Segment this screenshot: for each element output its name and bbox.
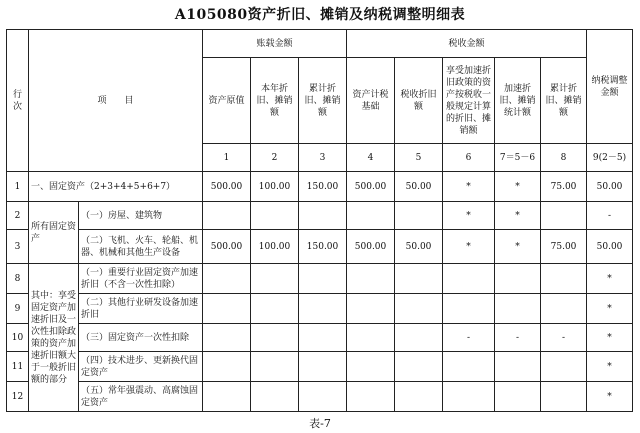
cell: * — [587, 264, 633, 294]
cell: 100.00 — [251, 172, 299, 202]
cell — [443, 352, 495, 382]
cell: 100.00 — [251, 230, 299, 264]
table-row — [7, 352, 633, 382]
cell — [495, 382, 541, 412]
cell — [299, 294, 347, 324]
cell — [203, 294, 251, 324]
col-num-9: 9(2－5) — [587, 144, 633, 172]
book-amount-header: 账载金额 — [203, 30, 347, 58]
cell — [395, 202, 443, 230]
col-num-7: 7＝5－6 — [495, 144, 541, 172]
page-title: A105080资产折旧、摊销及纳税调整明细表 — [174, 7, 466, 23]
cell: * — [587, 324, 633, 352]
row-number: 1 — [7, 172, 29, 202]
cell: * — [495, 202, 541, 230]
col-header-2: 本年折旧、摊销额 — [251, 58, 299, 144]
col-num-8: 8 — [541, 144, 587, 172]
col-header-1: 资产原值 — [203, 58, 251, 144]
cell — [395, 382, 443, 412]
cell: 500.00 — [347, 172, 395, 202]
cell: - — [495, 324, 541, 352]
tax-adjust-header: 纳税调整金额 — [587, 30, 633, 144]
group-label-all-fixed-assets: 所有固定资产 — [29, 202, 79, 264]
table-row — [7, 202, 633, 230]
row-number-header: 行次 — [7, 30, 29, 172]
cell — [203, 264, 251, 294]
cell — [251, 294, 299, 324]
cell: - — [587, 202, 633, 230]
cell — [251, 202, 299, 230]
cell: - — [443, 324, 495, 352]
cell — [395, 324, 443, 352]
cell — [347, 324, 395, 352]
cell — [251, 264, 299, 294]
cell — [251, 352, 299, 382]
cell — [347, 264, 395, 294]
cell: 50.00 — [587, 172, 633, 202]
cell: * — [443, 230, 495, 264]
row-label: （一）房屋、建筑物 — [79, 202, 203, 230]
cell — [347, 202, 395, 230]
cell — [203, 324, 251, 352]
cell: * — [587, 294, 633, 324]
row-label: （二）其他行业研发设备加速折旧 — [79, 294, 203, 324]
row-label: （三）固定资产一次性扣除 — [79, 324, 203, 352]
row-number: 10 — [7, 324, 29, 352]
cell — [395, 352, 443, 382]
row-label: （二）飞机、火车、轮船、机器、机械和其他生产设备 — [79, 230, 203, 264]
cell: 50.00 — [395, 230, 443, 264]
table-caption: 表-7 — [309, 417, 331, 430]
table-row — [7, 264, 633, 294]
cell: 500.00 — [347, 230, 395, 264]
table-row — [7, 382, 633, 412]
table-row — [7, 324, 633, 352]
row-label: 一、固定资产（2+3+4+5+6+7） — [29, 172, 203, 202]
row-label: （一）重要行业固定资产加速折旧（不含一次性扣除） — [79, 264, 203, 294]
cell — [495, 294, 541, 324]
depreciation-table — [6, 29, 633, 412]
row-label: （四）技术进步、更新换代固定资产 — [79, 352, 203, 382]
row-number: 11 — [7, 352, 29, 382]
item-header: 项 目 — [29, 30, 203, 172]
col-header-6: 享受加速折旧政策的资产按税收一般规定计算的折旧、摊销额 — [443, 58, 495, 144]
cell — [347, 352, 395, 382]
col-header-5: 税收折旧额 — [395, 58, 443, 144]
cell — [203, 352, 251, 382]
table-row — [7, 294, 633, 324]
cell — [299, 202, 347, 230]
cell — [495, 264, 541, 294]
col-header-8: 累计折旧、摊销额 — [541, 58, 587, 144]
col-num-2: 2 — [251, 144, 299, 172]
col-header-4: 资产计税基础 — [347, 58, 395, 144]
cell — [251, 324, 299, 352]
cell — [541, 352, 587, 382]
cell: - — [541, 324, 587, 352]
row-number: 8 — [7, 264, 29, 294]
cell — [299, 324, 347, 352]
table-row — [7, 230, 633, 264]
cell: * — [443, 202, 495, 230]
cell: * — [587, 382, 633, 412]
cell — [347, 382, 395, 412]
cell: 150.00 — [299, 172, 347, 202]
row-number: 9 — [7, 294, 29, 324]
row-number: 2 — [7, 202, 29, 230]
cell: 150.00 — [299, 230, 347, 264]
cell — [395, 264, 443, 294]
row-number: 3 — [7, 230, 29, 264]
col-num-6: 6 — [443, 144, 495, 172]
col-num-3: 3 — [299, 144, 347, 172]
table-row — [7, 172, 633, 202]
cell — [443, 294, 495, 324]
group-label-accelerated: 其中：享受固定资产加速折旧及一次性扣除政策的资产加速折旧额大于一般折旧额的部分 — [29, 264, 79, 412]
cell: * — [587, 352, 633, 382]
cell — [541, 264, 587, 294]
cell — [251, 382, 299, 412]
cell: * — [443, 172, 495, 202]
cell — [541, 202, 587, 230]
col-num-1: 1 — [203, 144, 251, 172]
cell — [443, 264, 495, 294]
col-header-7: 加速折旧、摊销统计额 — [495, 58, 541, 144]
cell — [495, 352, 541, 382]
cell: 500.00 — [203, 230, 251, 264]
cell — [541, 294, 587, 324]
cell — [443, 382, 495, 412]
col-header-3: 累计折旧、摊销额 — [299, 58, 347, 144]
cell: 500.00 — [203, 172, 251, 202]
tax-amount-header: 税收金额 — [347, 30, 587, 58]
cell: * — [495, 230, 541, 264]
col-num-5: 5 — [395, 144, 443, 172]
cell — [203, 202, 251, 230]
cell — [347, 294, 395, 324]
cell — [203, 382, 251, 412]
cell: 50.00 — [587, 230, 633, 264]
cell: * — [495, 172, 541, 202]
cell — [395, 294, 443, 324]
cell: 75.00 — [541, 172, 587, 202]
col-num-4: 4 — [347, 144, 395, 172]
row-number: 12 — [7, 382, 29, 412]
cell — [299, 264, 347, 294]
cell — [299, 382, 347, 412]
cell: 50.00 — [395, 172, 443, 202]
cell — [541, 382, 587, 412]
cell: 75.00 — [541, 230, 587, 264]
cell — [299, 352, 347, 382]
row-label: （五）常年强震动、高腐蚀固定资产 — [79, 382, 203, 412]
